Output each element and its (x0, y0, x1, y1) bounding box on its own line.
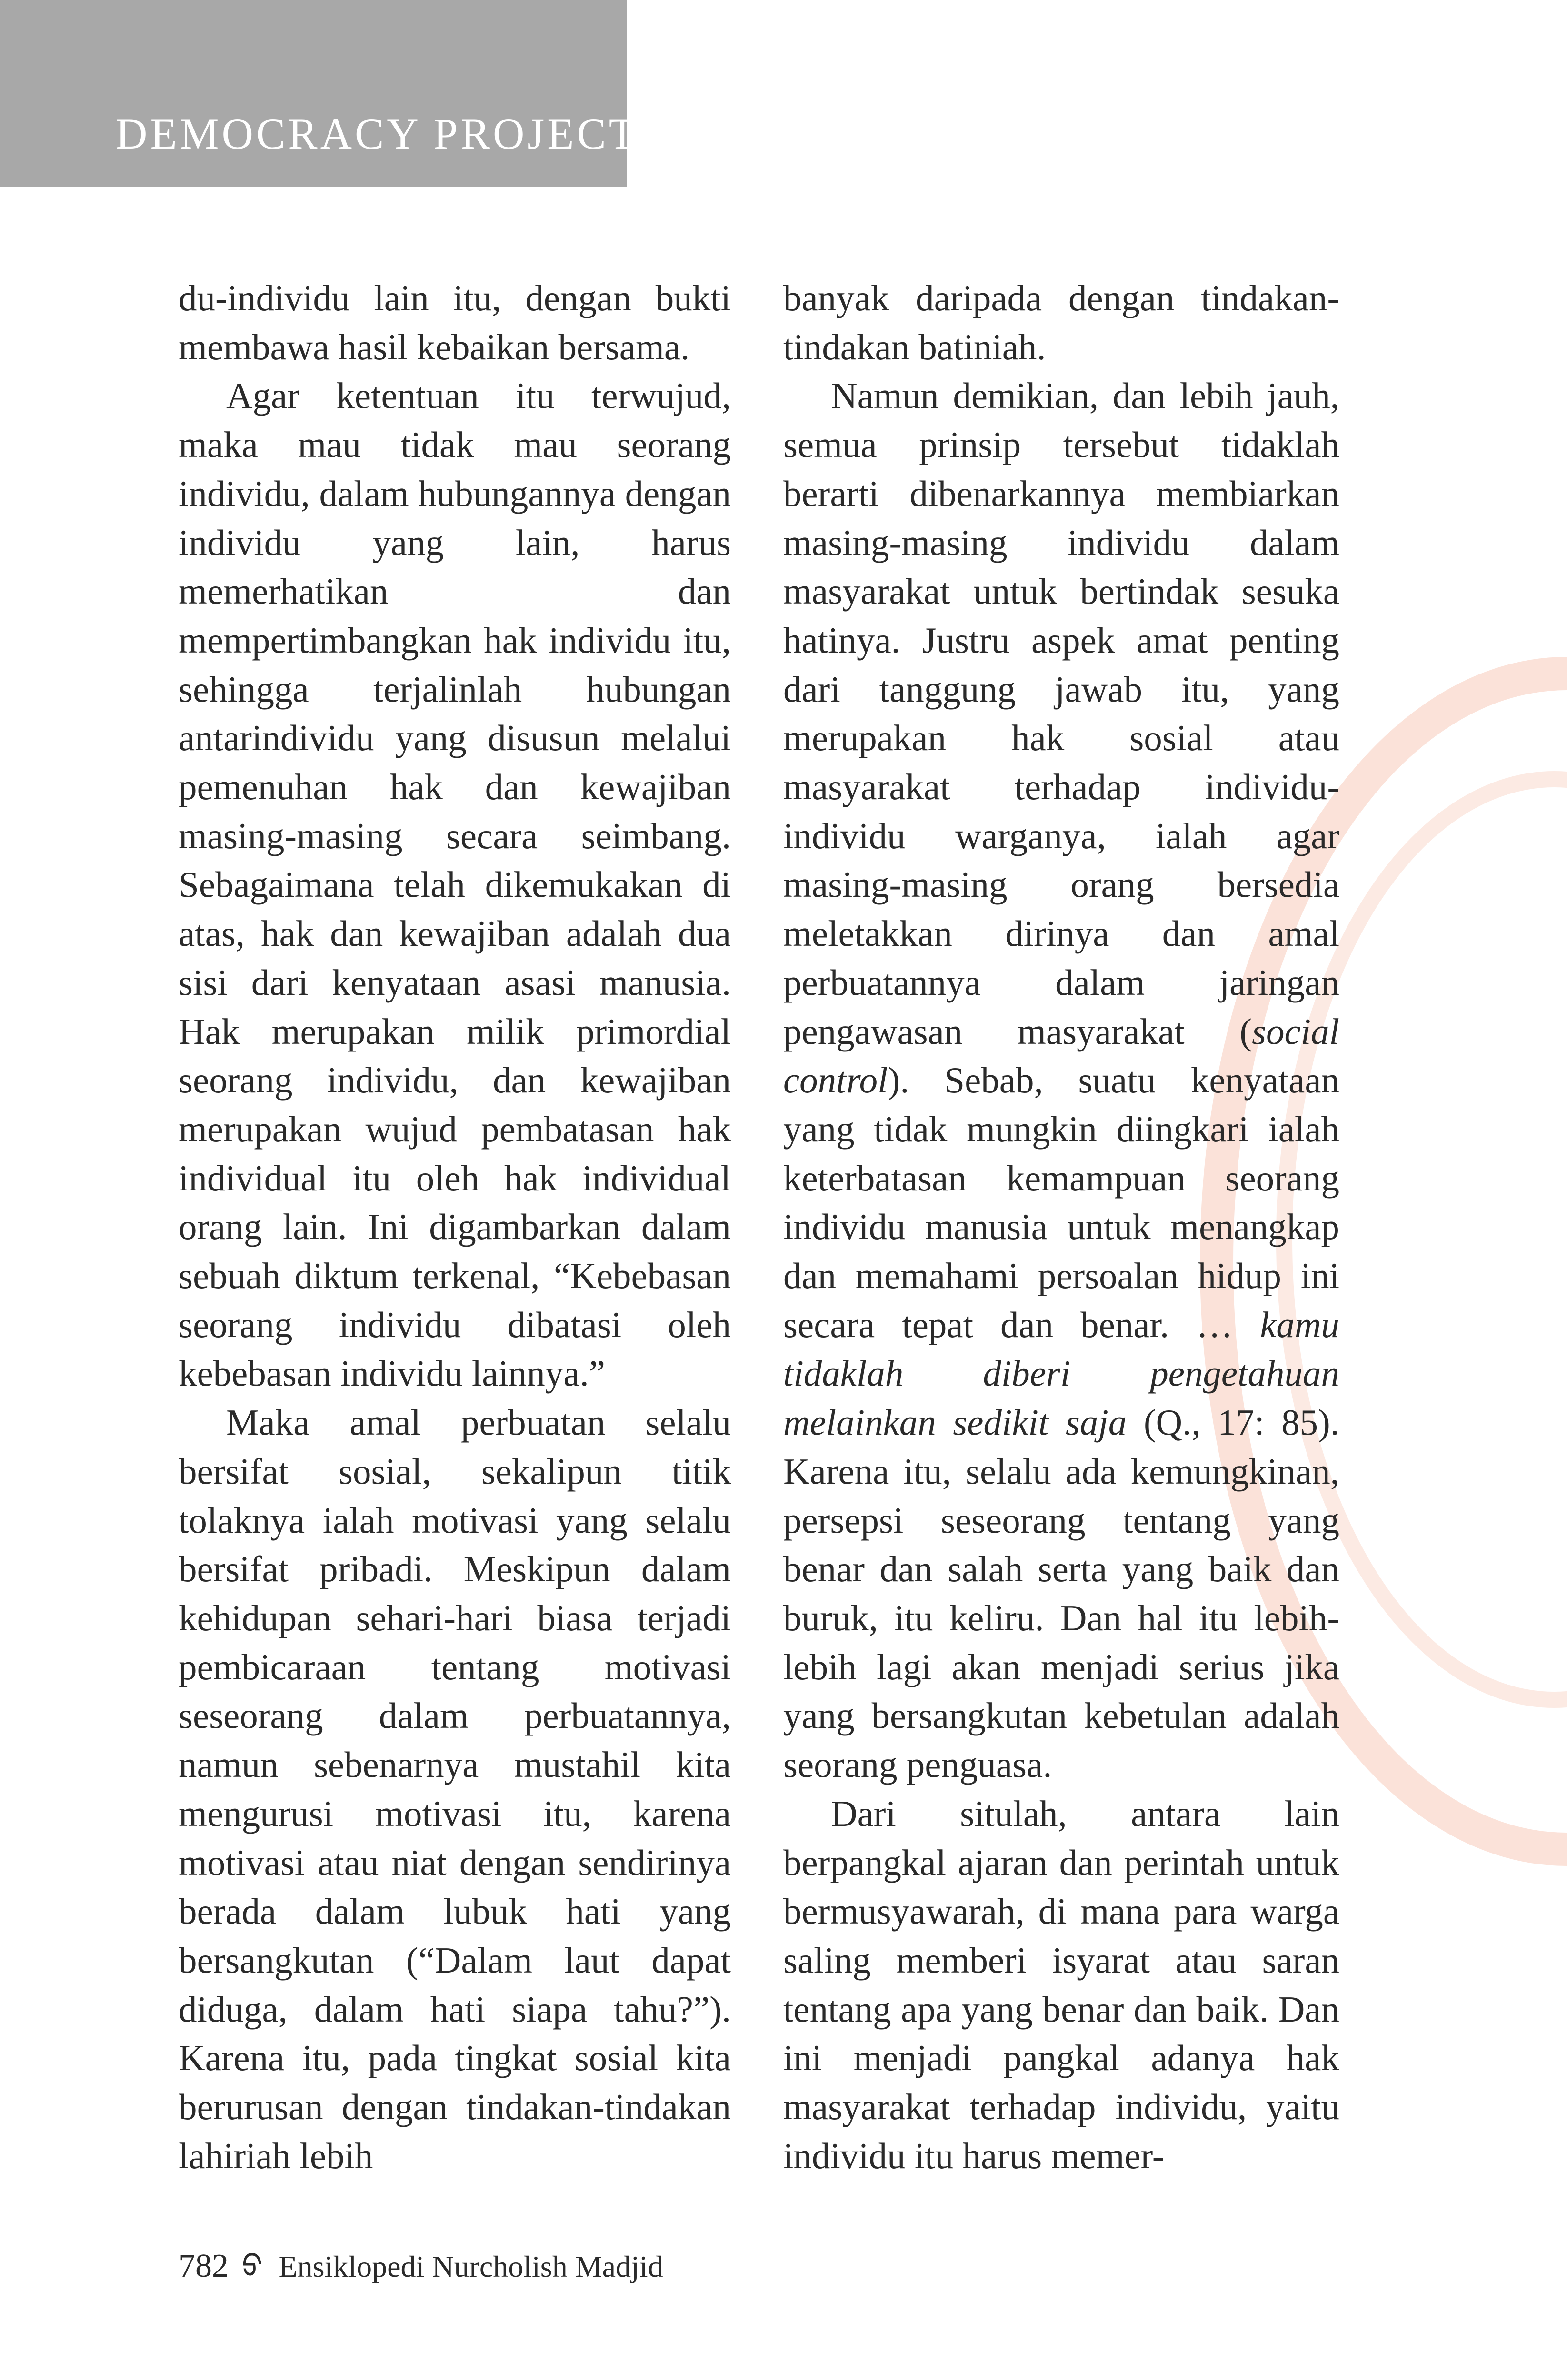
page-number: 782 (179, 2248, 229, 2284)
paragraph: du-individu lain itu, dengan bukti membawa hasil kebaikan bersama. (179, 278, 731, 367)
paragraph-text: Namun demikian, dan lebih jauh, semua prinsip tersebut tidaklah berarti dibenarkannya membiarkan masing-masing individu dalam masyarakat untuk bertindak sesuka hatinya. Justru aspek amat penting dari tanggung jawab itu, yang merupakan hak sosial atau masyarakat terhadap individu-individu warganya, ialah agar masing-masing orang bersedia meletakkan dirinya dan amal perbuatannya dalam jaringan pengawasan masyarakat ( (783, 375, 1339, 1052)
paragraph: Agar ketentuan itu terwujud, maka mau tidak mau seorang individu, dalam hubungannya dengan individu yang lain, harus memerhatikan dan mempertimbangkan hak individu itu, sehingga terjalinlah hubungan antarindividu yang disusun melalui pemenuhan hak dan kewajiban masing-masing secara seimbang. Sebagaimana telah dikemukakan di atas, hak dan kewajiban adalah dua sisi dari kenyataan asasi manusia. Hak merupakan milik primordial seorang individu, dan kewajiban merupakan wujud pembatasan hak individual itu oleh hak individual orang lain. Ini digambarkan dalam sebuah diktum terkenal, “Kebebasan seorang individu dibatasi oleh kebebasan individu lainnya.” (179, 375, 731, 1394)
page-footer (179, 2232, 663, 2286)
ornament-icon: ᢒ (242, 2250, 263, 2283)
book-title: Ensiklopedi Nurcholish Madjid (279, 2250, 663, 2283)
paragraph (783, 371, 1339, 1789)
paragraph: Maka amal perbuatan selalu bersifat sosial, sekalipun titik tolaknya ialah motivasi yang selalu bersifat pribadi. Meskipun dalam kehidupan sehari-hari biasa terjadi pembicaraan tentang motivasi seseorang dalam perbuatannya, namun sebenarnya mustahil kita mengurusi motivasi itu, karena motivasi atau niat dengan sendirinya berada dalam lubuk hati yang bersangkutan (“Dalam laut dapat diduga, dalam hati siapa tahu?”). Karena itu, pada tingkat sosial kita berurusan dengan tindakan-tindakan lahiriah lebih (179, 1402, 731, 2176)
italic-quran-quote: kamu tidaklah diberi pengetahuan melainkan sedikit saja (783, 1304, 1339, 1443)
left-text-column (179, 274, 731, 2180)
header-band (0, 0, 639, 187)
paragraph: Dari situlah, antara lain berpangkal ajaran dan perintah untuk bermusyawarah, di mana para warga saling memberi isyarat atau saran tentang apa yang benar dan baik. Dan ini menjadi pangkal adanya hak masyarakat terhadap individu, yaitu individu itu harus memer- (783, 1793, 1339, 2176)
right-text-column (783, 274, 1339, 2180)
italic-term-social-control: social control (783, 1011, 1339, 1101)
paragraph-text: ). Sebab, suatu kenyataan yang tidak mungkin diingkari ialah keterbatasan kemampuan seorang individu manusia untuk menangkap dan memahami persoalan hidup ini secara tepat dan benar. … (783, 1060, 1339, 1345)
paragraph-text: (Q., 17: 85). Karena itu, selalu ada kemungkinan, persepsi seseorang tentang yang benar dan salah serta yang baik dan buruk, itu keliru. Dan hal itu lebih-lebih lagi akan menjadi serius jika yang bersangkutan kebetulan adalah seorang penguasa. (783, 1402, 1339, 1785)
running-header-title: DEMOCRACY PROJECT (116, 109, 639, 158)
paragraph: banyak daripada dengan tindakan-tindakan batiniah. (783, 278, 1339, 367)
